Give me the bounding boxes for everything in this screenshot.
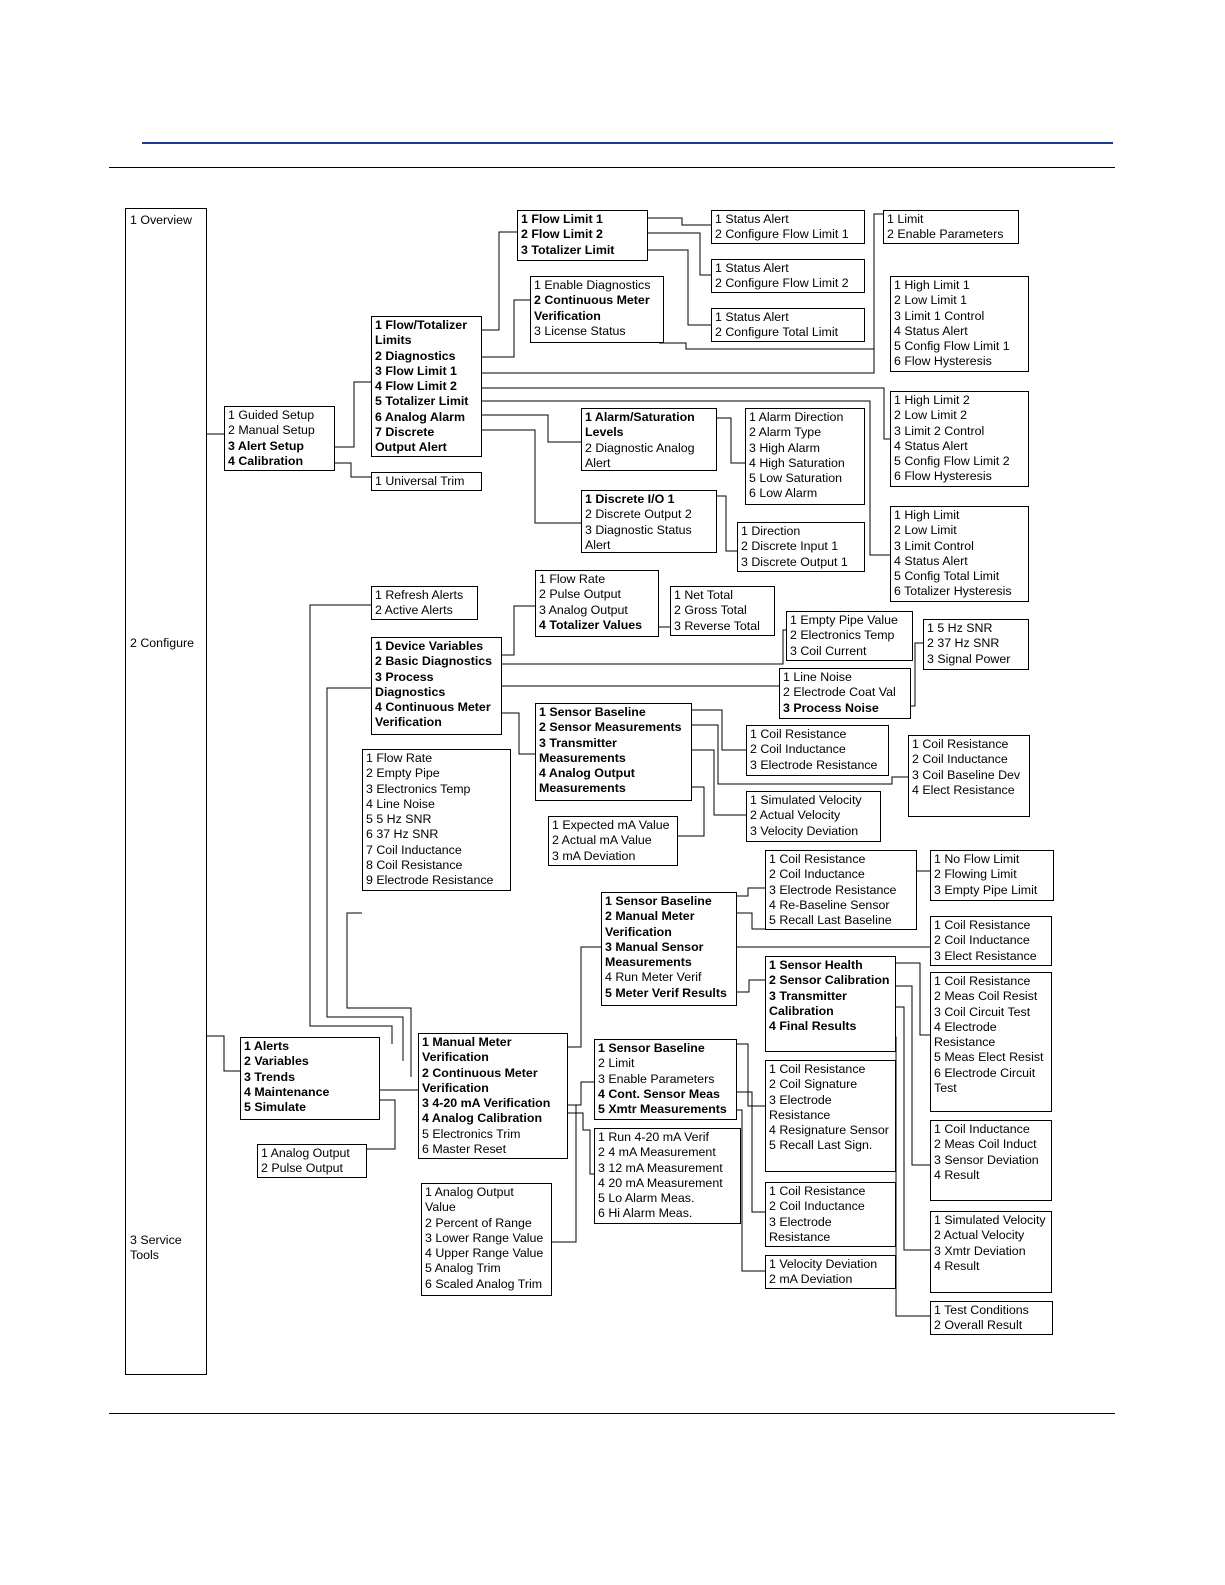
menu-item[interactable]: 4 Calibration: [228, 453, 304, 468]
menu-item[interactable]: 5 Xmtr Measurements: [598, 1102, 727, 1117]
totalizer-limit-status-menu: [711, 308, 865, 342]
menu-item[interactable]: 2 Percent of Range: [425, 1215, 532, 1230]
menu-item[interactable]: 4 Analog Output Measurements: [539, 766, 635, 796]
menu-item[interactable]: 1 Coil Resistance: [934, 918, 1031, 932]
menu-item[interactable]: 6 Flow Hysteresis: [894, 469, 992, 484]
maintenance-cmv-menu: [594, 1039, 737, 1120]
menu-item[interactable]: 4 Resignature Sensor: [769, 1123, 889, 1138]
connector: [567, 947, 601, 1047]
connector: [890, 1037, 930, 1316]
menu-item[interactable]: 8 Coil Resistance: [366, 858, 463, 873]
manual-meter-verification-menu: [601, 892, 737, 1006]
menu-item[interactable]: 2 Basic Diagnostics: [375, 654, 493, 669]
configure-menu: [224, 406, 335, 471]
menu-item[interactable]: 3 Electrode Resistance: [769, 882, 897, 897]
menu-item[interactable]: 3 Analog Output: [539, 602, 628, 617]
menu-item[interactable]: 2 Continuous Meter Verification: [534, 293, 650, 323]
menu-item[interactable]: 4 Line Noise: [366, 796, 435, 811]
menu-item[interactable]: 3 Electrode Resistance: [750, 757, 878, 772]
menu-item[interactable]: 3 4-20 mA Verification: [422, 1096, 551, 1111]
connector: [687, 710, 746, 750]
menu-item[interactable]: 2 Manual Setup: [228, 423, 315, 438]
menu-item[interactable]: 7 Discrete Output Alert: [375, 425, 447, 455]
menu-item[interactable]: 3 Empty Pipe Limit: [934, 882, 1038, 897]
flow-limit-2-menu: [890, 391, 1029, 487]
connector: [734, 888, 765, 896]
menu-item[interactable]: 5 Recall Last Sign.: [769, 1138, 873, 1153]
maintenance-menu: [418, 1033, 568, 1159]
menu-item[interactable]: 2 Pulse Output: [261, 1161, 343, 1176]
menu-item[interactable]: 4 Flow Limit 2: [375, 379, 457, 394]
menu-item[interactable]: 2 Diagnostics: [375, 348, 456, 363]
sensor-calibration-menu: [930, 1120, 1052, 1201]
menu-item[interactable]: 3 Manual Sensor Measurements: [605, 939, 704, 970]
connector: [890, 963, 930, 1035]
sensor-health-menu: [930, 972, 1052, 1112]
menu-item[interactable]: 2 Sensor Measurements: [539, 720, 682, 735]
menu-item[interactable]: 1 Guided Setup: [228, 408, 315, 422]
menu-item[interactable]: 2 Limit: [598, 1056, 635, 1071]
menu-item[interactable]: 2 Configure Flow Limit 1: [715, 227, 849, 242]
main-menu-box: [125, 208, 207, 1375]
menu-item[interactable]: 1 High Limit 1: [894, 278, 970, 292]
menu-item[interactable]: 1 Simulated Velocity: [934, 1213, 1046, 1227]
menu-item[interactable]: 2 Meas Coil Resist: [934, 989, 1038, 1004]
menu-item[interactable]: 2 Coil Inductance: [934, 933, 1030, 948]
flow-limit-2-status-menu: [711, 259, 865, 293]
cmv-transmitter-menu: [746, 791, 881, 842]
menu-item[interactable]: 1 Sensor Baseline: [539, 705, 646, 719]
menu-item[interactable]: 5 Recall Last Baseline: [769, 913, 892, 928]
alerts-menu: [371, 586, 478, 620]
totalizer-limit-menu: [890, 506, 1029, 602]
menu-item[interactable]: 2 Flowing Limit: [934, 867, 1017, 882]
basic-diagnostics-menu: [786, 611, 913, 661]
connector: [659, 343, 874, 349]
menu-item[interactable]: 2 Coil Inductance: [769, 867, 865, 882]
transmitter-calibration-menu: [930, 1211, 1052, 1293]
connector: [737, 1110, 765, 1271]
menu-item[interactable]: 1 Empty Pipe Value: [790, 613, 898, 627]
menu-item[interactable]: 1 Coil Resistance: [769, 1184, 866, 1198]
menu-item[interactable]: 2 Low Limit 2: [894, 408, 968, 423]
menu-item[interactable]: 5 5 Hz SNR: [366, 812, 432, 827]
menu-item[interactable]: 2 Low Limit 1: [894, 293, 968, 308]
menu-item[interactable]: 3 Electrode Resistance: [769, 1214, 832, 1244]
menu-item[interactable]: 3 Totalizer Limit: [521, 242, 615, 257]
menu-item[interactable]: 1 Run 4-20 mA Verif: [598, 1130, 709, 1144]
menu-item[interactable]: 2 Low Limit: [894, 523, 957, 538]
connector: [206, 1036, 240, 1071]
menu-item[interactable]: 1 Status Alert: [715, 212, 789, 226]
menu-item[interactable]: 1 Velocity Deviation: [769, 1257, 878, 1271]
variables-cmv-menu: [535, 703, 692, 801]
menu-item[interactable]: 5 Config Flow Limit 2: [894, 454, 1010, 469]
menu-item[interactable]: 1 Alarm/Saturation Levels: [585, 410, 695, 440]
calibration-menu: [371, 472, 482, 491]
cmv-sensor-baseline-menu: [746, 725, 889, 776]
menu-item[interactable]: 2 Alarm Type: [749, 425, 822, 440]
menu-item[interactable]: 1 Flow Rate: [539, 572, 606, 586]
menu-item[interactable]: 5 Electronics Trim: [422, 1126, 521, 1141]
menu-item[interactable]: 5 Meter Verif Results: [605, 985, 727, 1000]
menu-item[interactable]: 4 Totalizer Values: [539, 617, 643, 632]
menu-item[interactable]: 1 Sensor Baseline: [605, 894, 712, 908]
menu-item[interactable]: 2 Pulse Output: [539, 587, 621, 602]
menu-item[interactable]: 4 Continuous Meter Verification: [375, 700, 491, 730]
menu-item[interactable]: 1 Line Noise: [783, 670, 852, 684]
menu-item[interactable]: 6 Electrode Circuit Test: [934, 1065, 1036, 1096]
menu-item[interactable]: 7 Coil Inductance: [366, 842, 462, 857]
menu-item[interactable]: 2 Overall Result: [934, 1318, 1023, 1333]
menu-item[interactable]: 5 Simulate: [244, 1100, 306, 1115]
menu-item[interactable]: 3 mA Deviation: [552, 848, 636, 863]
menu-item[interactable]: 3 Reverse Total: [674, 618, 760, 633]
menu-item-configure[interactable]: 2 Configure: [130, 636, 195, 650]
connector: [737, 1044, 765, 1106]
menu-item[interactable]: 2 Coil Inductance: [912, 752, 1008, 767]
ma-verification-menu: [594, 1128, 741, 1224]
menu-item[interactable]: 1 Device Variables: [375, 639, 484, 653]
menu-item[interactable]: 2 Configure Flow Limit 2: [715, 276, 849, 291]
connector: [567, 1082, 594, 1105]
variables-menu: [371, 637, 502, 735]
menu-item[interactable]: 1 Status Alert: [715, 310, 789, 324]
menu-item[interactable]: 6 Analog Alarm: [375, 409, 465, 424]
alarm-levels-menu: [745, 408, 865, 505]
continuous-sensor-measurements-menu: [765, 1182, 896, 1247]
menu-item[interactable]: 2 Enable Parameters: [887, 227, 1004, 242]
menu-item[interactable]: 6 Low Alarm: [749, 486, 818, 501]
simulate-menu: [257, 1144, 367, 1178]
cmv-sensor-measurements-menu: [908, 735, 1030, 817]
menu-item[interactable]: 2 Gross Total: [674, 603, 747, 618]
menu-item[interactable]: 6 Master Reset: [422, 1142, 507, 1157]
analog-alarm-menu: [581, 408, 717, 471]
discrete-io-menu: [737, 522, 865, 572]
connector: [481, 232, 517, 330]
service-tools-menu: [240, 1037, 380, 1120]
alert-diagnostics-menu: [530, 276, 664, 343]
menu-item[interactable]: 1 No Flow Limit: [934, 852, 1020, 866]
device-variables-menu: [535, 570, 659, 637]
menu-item[interactable]: 2 Electronics Temp: [790, 628, 895, 643]
mmv-manual-sensor-measurements-menu: [930, 916, 1052, 966]
menu-item[interactable]: 4 Elect Resistance: [912, 782, 1015, 797]
menu-item[interactable]: 3 Lower Range Value: [425, 1230, 544, 1245]
menu-item[interactable]: 3 Coil Current: [790, 643, 867, 658]
menu-item[interactable]: 3 Transmitter Calibration: [769, 988, 847, 1018]
final-results-menu: [930, 1301, 1053, 1335]
menu-item[interactable]: 1 Coil Resistance: [934, 974, 1031, 988]
menu-item[interactable]: 5 Totalizer Limit: [375, 394, 469, 409]
menu-item[interactable]: 3 Electronics Temp: [366, 781, 471, 796]
menu-item[interactable]: 3 Transmitter Measurements: [539, 735, 626, 765]
menu-item[interactable]: 4 20 mA Measurement: [598, 1175, 723, 1190]
connector: [734, 980, 765, 992]
transmitter-measurements-menu: [765, 1255, 896, 1289]
menu-item[interactable]: 2 Discrete Input 1: [741, 539, 839, 554]
menu-item[interactable]: 3 Xmtr Deviation: [934, 1243, 1026, 1258]
menu-item[interactable]: 1 Flow/Totalizer Limits: [375, 318, 468, 348]
menu-item[interactable]: 5 Low Saturation: [749, 471, 842, 486]
menu-item-service-tools[interactable]: 3 Service Tools: [130, 1233, 182, 1263]
mmv-sensor-baseline-menu: [765, 850, 917, 930]
menu-item[interactable]: 3 Limit 1 Control: [894, 308, 985, 323]
connector: [500, 713, 535, 754]
totalizer-values-menu: [670, 586, 775, 636]
menu-item[interactable]: 1 Limit: [887, 212, 924, 226]
menu-item[interactable]: 2 Sensor Calibration: [769, 973, 890, 988]
menu-item[interactable]: 4 Status Alert: [894, 553, 968, 568]
menu-item[interactable]: 2 Flow Limit 2: [521, 227, 603, 242]
menu-item[interactable]: 3 Enable Parameters: [598, 1071, 715, 1086]
menu-item[interactable]: 2 mA Deviation: [769, 1272, 853, 1287]
menu-item[interactable]: 4 Status Alert: [894, 438, 968, 453]
menu-item[interactable]: 2 Continuous Meter Verification: [422, 1065, 538, 1095]
menu-item[interactable]: 2 Meas Coil Induct: [934, 1137, 1037, 1152]
menu-item[interactable]: 5 Config Flow Limit 1: [894, 339, 1010, 354]
menu-item[interactable]: 1 Expected mA Value: [552, 818, 670, 832]
menu-item[interactable]: 1 Analog Output Value: [425, 1185, 514, 1215]
menu-item[interactable]: 3 Trends: [244, 1069, 295, 1084]
menu-item[interactable]: 4 Status Alert: [894, 323, 968, 338]
menu-item[interactable]: 3 Flow Limit 1: [375, 363, 457, 378]
menu-item[interactable]: 1 Sensor Baseline: [598, 1041, 705, 1055]
menu-item[interactable]: 3 Process Diagnostics: [375, 669, 446, 699]
menu-item[interactable]: 1 Coil Resistance: [769, 852, 866, 866]
menu-item[interactable]: 1 Coil Resistance: [769, 1062, 866, 1076]
menu-item[interactable]: 3 Elect Resistance: [934, 948, 1037, 963]
menu-item[interactable]: 2 Variables: [244, 1054, 309, 1069]
alert-setup-menu: [371, 316, 482, 457]
menu-item[interactable]: 1 Discrete I/O 1: [585, 492, 675, 506]
menu-item[interactable]: 3 Diagnostic Status Alert: [585, 522, 692, 552]
menu-item[interactable]: 4 Re-Baseline Sensor: [769, 897, 890, 912]
menu-item[interactable]: 1 Sensor Health: [769, 958, 863, 972]
connector: [567, 1113, 594, 1174]
menu-item[interactable]: 6 37 Hz SNR: [366, 827, 439, 842]
menu-item[interactable]: 2 Diagnostic Analog Alert: [585, 440, 695, 470]
menu-item[interactable]: 4 Final Results: [769, 1019, 857, 1034]
menu-item[interactable]: 1 Net Total: [674, 588, 734, 602]
verification-limits-menu: [930, 850, 1054, 901]
menu-item[interactable]: 9 Electrode Resistance: [366, 873, 494, 888]
process-noise-menu: [923, 619, 1029, 670]
menu-item[interactable]: 2 Actual Velocity: [934, 1228, 1025, 1243]
discrete-output-alert-menu: [581, 490, 717, 553]
menu-item[interactable]: 2 4 mA Measurement: [598, 1145, 716, 1160]
menu-item[interactable]: 2 Actual Velocity: [750, 808, 841, 823]
menu-item[interactable]: 3 12 mA Measurement: [598, 1160, 723, 1175]
menu-item[interactable]: 1 Direction: [741, 524, 801, 538]
connector: [481, 430, 581, 523]
menu-item[interactable]: 3 Discrete Output 1: [741, 554, 848, 569]
menu-item[interactable]: 3 Coil Circuit Test: [934, 1004, 1031, 1019]
connector: [333, 382, 371, 447]
menu-item[interactable]: 6 Totalizer Hysteresis: [894, 584, 1012, 599]
menu-item[interactable]: 1 Test Conditions: [934, 1303, 1029, 1317]
meter-verif-results-menu: [765, 956, 896, 1052]
menu-item[interactable]: 2 Electrode Coat Val: [783, 685, 896, 700]
menu-item[interactable]: 1 Coil Resistance: [750, 727, 847, 741]
menu-item[interactable]: 5 Config Total Limit: [894, 569, 1000, 584]
menu-item[interactable]: 1 5 Hz SNR: [927, 621, 993, 635]
connector: [647, 218, 711, 225]
menu-item[interactable]: 1 Flow Limit 1: [521, 212, 603, 226]
menu-item[interactable]: 3 High Alarm: [749, 440, 820, 455]
menu-item[interactable]: 2 Coil Inductance: [769, 1199, 865, 1214]
flow-limit-1-status-menu: [711, 210, 865, 244]
menu-item[interactable]: 2 Coil Signature: [769, 1077, 858, 1092]
menu-item[interactable]: 3 Sensor Deviation: [934, 1152, 1039, 1167]
menu-item[interactable]: 3 Electrode Resistance: [769, 1092, 832, 1122]
menu-item[interactable]: 3 License Status: [534, 323, 626, 338]
trends-menu: [362, 749, 511, 891]
menu-item[interactable]: 1 Alarm Direction: [749, 410, 844, 424]
menu-item[interactable]: 1 Universal Trim: [375, 474, 465, 488]
connector: [687, 750, 746, 815]
menu-item[interactable]: 2 37 Hz SNR: [927, 636, 1000, 651]
menu-item[interactable]: 1 High Limit 2: [894, 393, 970, 407]
menu-item[interactable]: 5 Meas Elect Resist: [934, 1050, 1044, 1065]
menu-item[interactable]: 2 Empty Pipe: [366, 766, 440, 781]
flow-limit-1-menu: [890, 276, 1029, 372]
menu-item[interactable]: 3 Velocity Deviation: [750, 823, 859, 838]
menu-item[interactable]: 1 Refresh Alerts: [375, 588, 464, 602]
menu-item[interactable]: 4 Result: [934, 1258, 980, 1273]
menu-item[interactable]: 2 Coil Inductance: [750, 742, 846, 757]
menu-item[interactable]: 4 High Saturation: [749, 455, 845, 470]
menu-item[interactable]: 2 Configure Total Limit: [715, 325, 839, 340]
menu-item[interactable]: 3 Coil Baseline Dev: [912, 767, 1021, 782]
maintenance-cmv-baseline-menu: [765, 1060, 896, 1172]
menu-item[interactable]: 6 Hi Alarm Meas.: [598, 1206, 693, 1221]
menu-item[interactable]: 3 Limit Control: [894, 538, 974, 553]
menu-item[interactable]: 4 Result: [934, 1167, 980, 1182]
menu-item[interactable]: 2 Active Alerts: [375, 603, 453, 618]
menu-item[interactable]: 4 Electrode Resistance: [934, 1019, 997, 1050]
menu-item[interactable]: 3 Alert Setup: [228, 438, 304, 453]
menu-item[interactable]: 3 Limit 2 Control: [894, 423, 985, 438]
flow-totalizer-limits-menu: [517, 210, 648, 261]
menu-item[interactable]: 1 Enable Diagnostics: [534, 278, 651, 292]
menu-item[interactable]: 5 Analog Trim: [425, 1261, 501, 1276]
connector: [333, 463, 371, 477]
menu-item[interactable]: 2 Discrete Output 2: [585, 507, 692, 522]
cmv-analog-output-menu: [548, 816, 678, 866]
menu-item[interactable]: 3 Process Noise: [783, 700, 879, 715]
menu-item[interactable]: 4 Analog Calibration: [422, 1111, 543, 1126]
menu-item[interactable]: 3 Signal Power: [927, 651, 1011, 666]
limit-enable-menu: [883, 210, 1019, 244]
menu-item[interactable]: 4 Maintenance: [244, 1084, 330, 1099]
menu-item-overview[interactable]: 1 Overview: [130, 213, 192, 227]
menu-item[interactable]: 1 Manual Meter Verification: [422, 1035, 512, 1065]
menu-item[interactable]: 1 Analog Output: [261, 1146, 350, 1160]
menu-item[interactable]: 6 Scaled Analog Trim: [425, 1276, 543, 1291]
analog-calibration-menu: [421, 1183, 552, 1296]
menu-item[interactable]: 2 Manual Meter Verification: [605, 909, 695, 939]
menu-item[interactable]: 4 Run Meter Verif: [605, 970, 702, 985]
connector: [500, 606, 535, 655]
menu-item[interactable]: 1 Simulated Velocity: [750, 793, 862, 807]
menu-item[interactable]: 1 Coil Inductance: [934, 1122, 1030, 1136]
menu-item[interactable]: 5 Lo Alarm Meas.: [598, 1191, 695, 1206]
menu-item[interactable]: 1 Alerts: [244, 1039, 289, 1053]
connector: [481, 300, 530, 357]
process-diagnostics-menu: [779, 668, 911, 719]
menu-item[interactable]: 1 Flow Rate: [366, 751, 433, 765]
menu-item[interactable]: 1 Status Alert: [715, 261, 789, 275]
menu-item[interactable]: 1 Coil Resistance: [912, 737, 1009, 751]
menu-item[interactable]: 6 Flow Hysteresis: [894, 354, 992, 369]
connector: [481, 415, 581, 442]
menu-item[interactable]: 1 High Limit: [894, 508, 960, 522]
menu-item[interactable]: 4 Upper Range Value: [425, 1246, 544, 1261]
connector: [647, 233, 711, 275]
menu-item[interactable]: 4 Cont. Sensor Meas: [598, 1086, 720, 1101]
menu-item[interactable]: 2 Actual mA Value: [552, 833, 652, 848]
